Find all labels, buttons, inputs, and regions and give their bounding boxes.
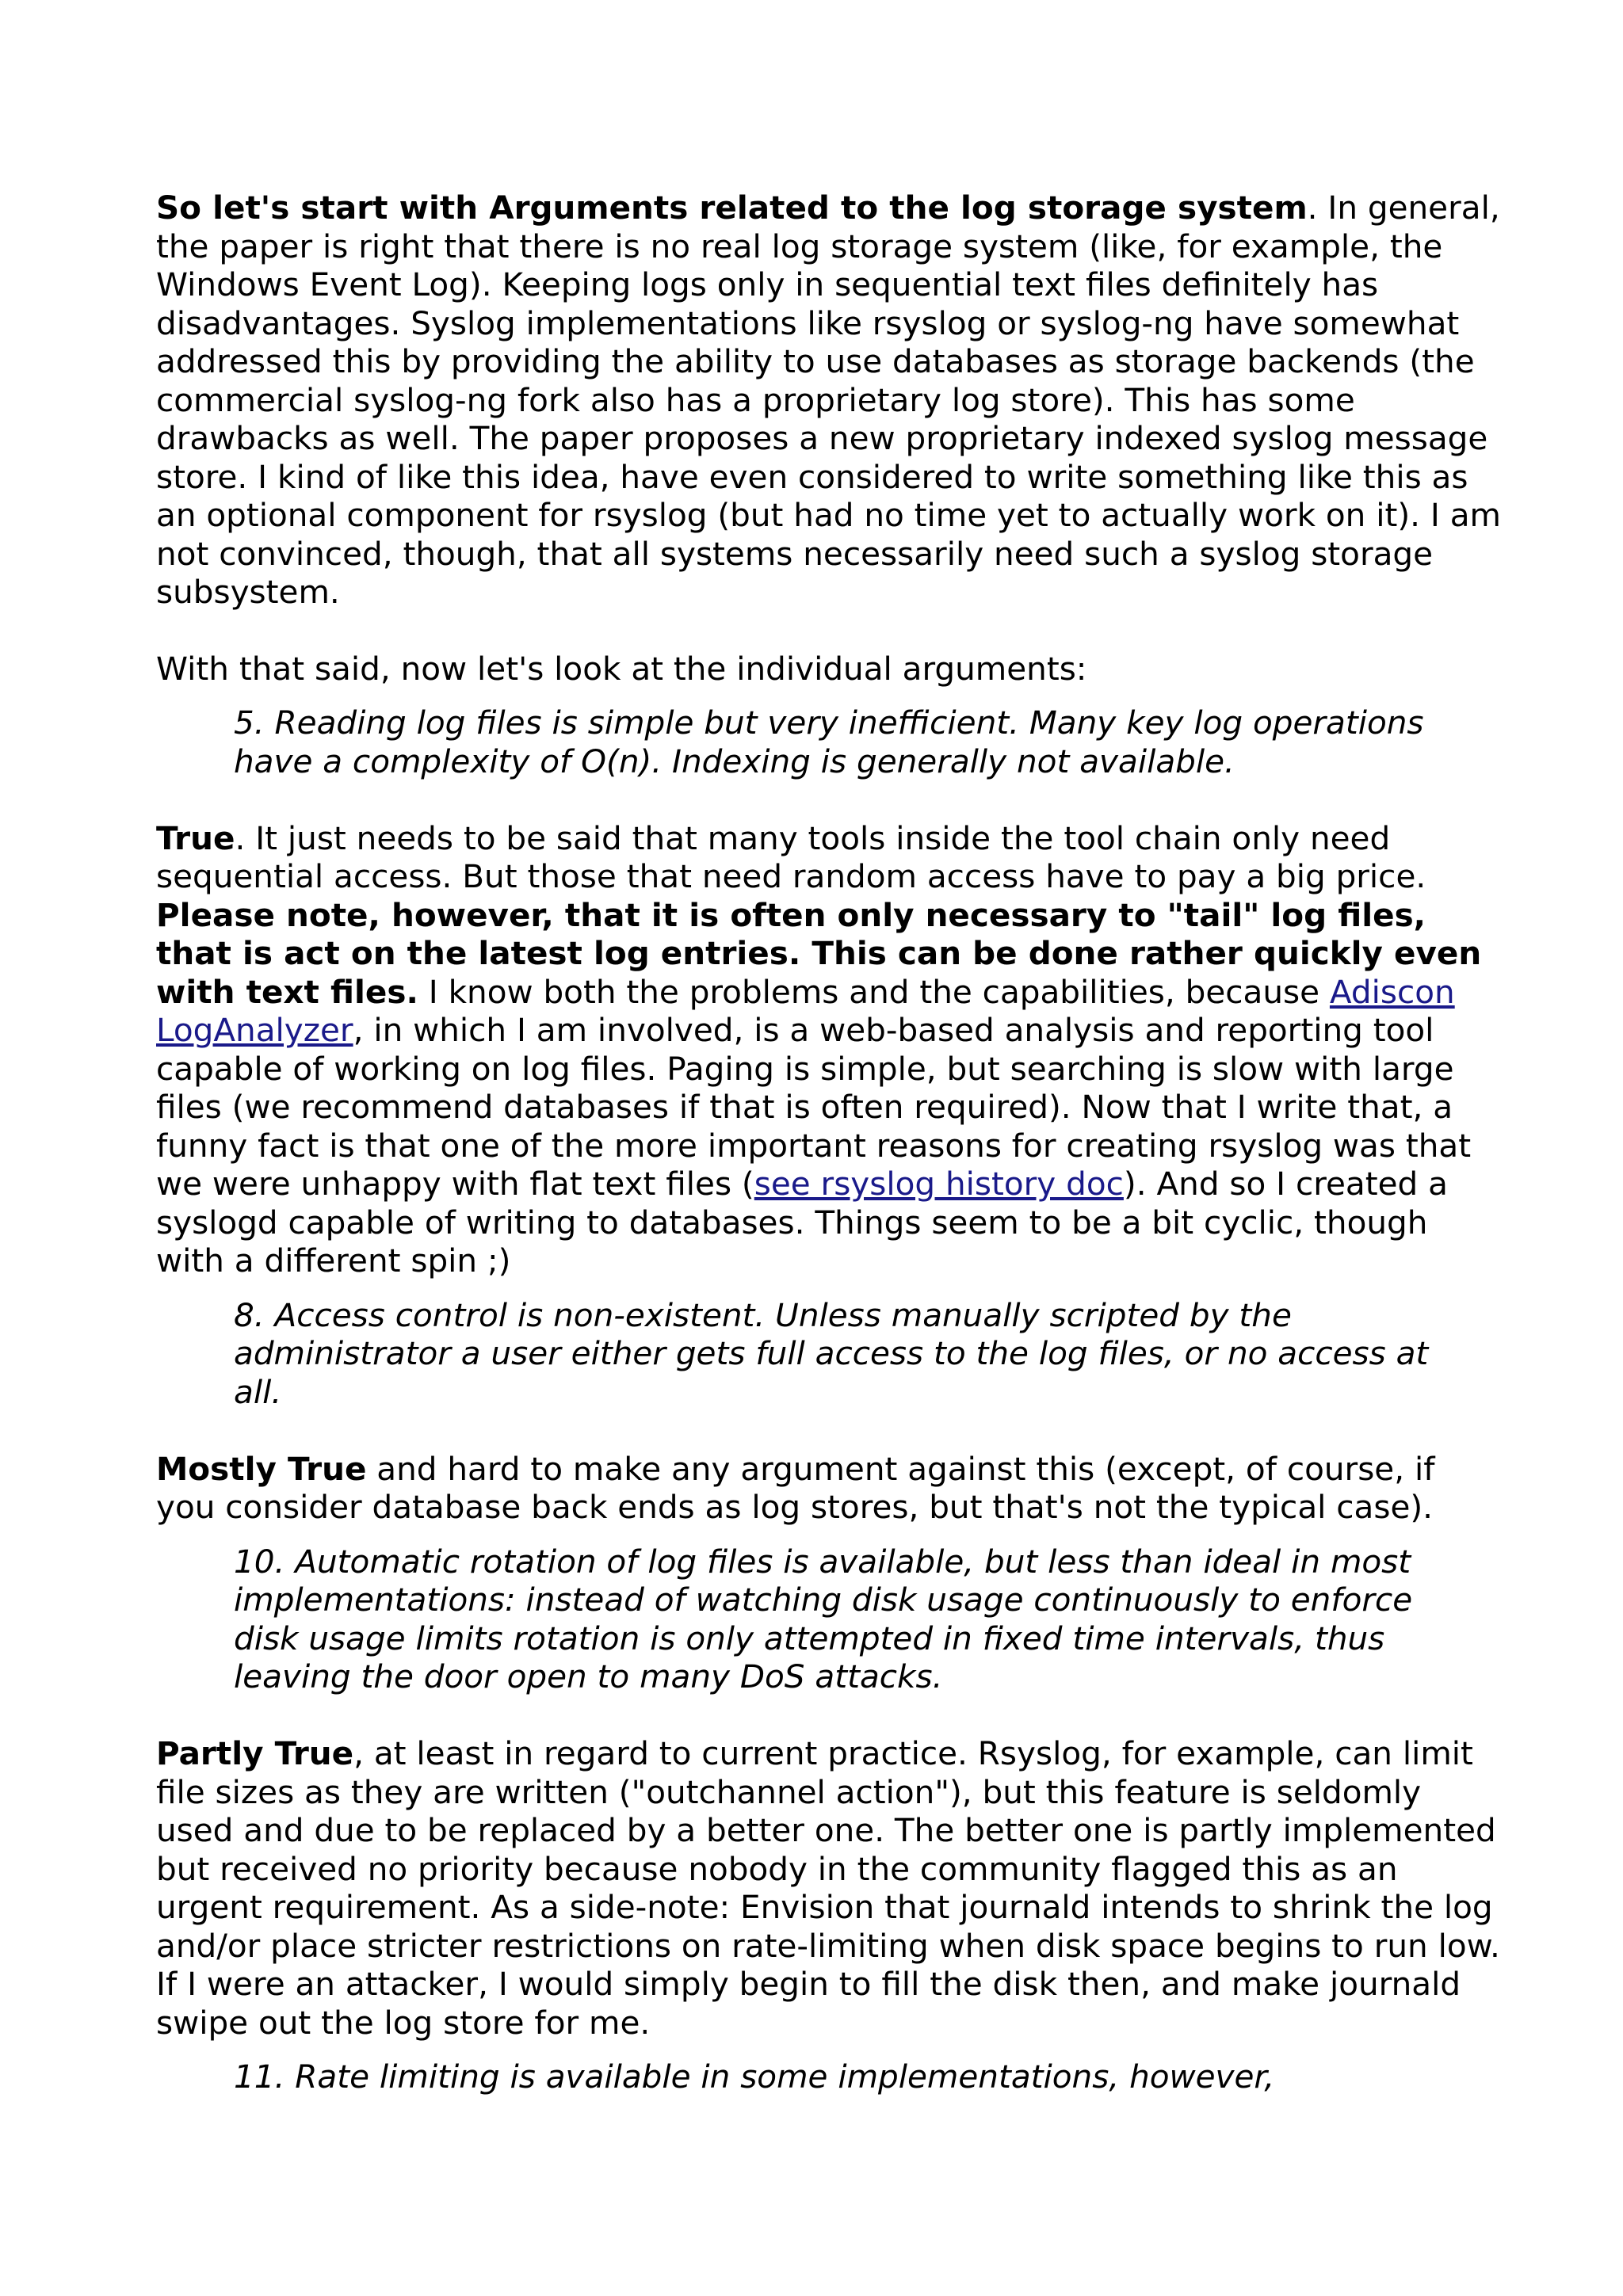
paragraph-text: With that said, now let's look at the individual arguments: [156, 650, 1087, 688]
paragraph-response-8 [156, 1450, 1503, 1527]
quote-argument-10: 10. Automatic rotation of log files is available, but less than ideal in most implementations: instead of watching disk usage continuously to enforce disk usage limits rotation is only attempted in fixed time intervals, thus leaving the door open to many DoS attacks. [234, 1542, 1413, 1695]
paragraph-log-storage [156, 189, 1503, 612]
paragraph-text: ). And so I created a syslogd capable of writing to databases. Things seem to be a bit cyclic, though with a different spin ;) [156, 1165, 1448, 1280]
paragraph-response-5 [156, 819, 1503, 1280]
paragraph-text: and hard to make any argument against this (except, of course, if you consider database back ends as log stores, but that's not the typical case). [156, 1449, 1435, 1526]
quote-argument-5: 5. Reading log files is simple but very inefficient. Many key log operations have a complexity of O(n). Indexing is generally not available. [234, 704, 1424, 780]
bold-heading-log-storage: So let's start with Arguments related to the log storage system [156, 189, 1308, 227]
quote-argument-8: 8. Access control is non-existent. Unless manually scripted by the administrator a user either gets full access to the log files, or no access at all. [234, 1295, 1429, 1411]
bold-note-tail: Please note, however, that it is often only necessary to "tail" log files, that is act on the latest log entries. This can be done rather quickly even with text files. [156, 895, 1482, 1011]
link-rsyslog-history-doc[interactable]: see rsyslog history doc [754, 1165, 1124, 1203]
document-body [156, 189, 1503, 2096]
paragraph-response-10 [156, 1734, 1503, 2042]
paragraph-text: , at least in regard to current practice. Rsyslog, for example, can limit file sizes as they are written ("outchannel action"), but this feature is seldomly used and due to be replaced by a better one. The better one is partly implemented but received no priority because nobody in the community flagged this as an urgent requirement. As a side-note: Envision that journald intends to shrink the log and/or place stricter restrictions on rate-limiting when disk space begins to run low. If I were an attacker, I would simply begin to fill the disk then, and make journald swipe out the log store for me. [156, 1734, 1500, 2042]
quote-argument-11: 11. Rate limiting is available in some implementations, however, [234, 2058, 1275, 2096]
bold-verdict-mostly-true: Mostly True [156, 1449, 367, 1488]
link-adiscon-loganalyzer[interactable]: Adiscon LogAnalyzer [156, 972, 1455, 1049]
paragraph-intro-arguments [156, 650, 1503, 688]
bold-verdict-true: True [156, 818, 235, 857]
bold-verdict-partly-true: Partly True [156, 1734, 354, 1772]
paragraph-text: I know both the problems and the capabilities, because [418, 972, 1330, 1011]
paragraph-text: . In general, the paper is right that there is no real log storage system (like, for example, the Windows Event Log). Keeping logs only in sequential text files definitely has disadvantages. Syslog implementations like rsyslog or syslog-ng have somewhat addressed this by providing the ability to use databases as storage backends (the commercial syslog-ng fork also has a proprietary log store). This has some drawbacks as well. The paper proposes a new proprietary indexed syslog message store. I kind of like this idea, have even considered to write something like this as an optional component for rsyslog (but had no time yet to actually work on it). I am not convinced, though, that all systems necessarily need such a syslog storage subsystem. [156, 189, 1501, 611]
paragraph-text: . It just needs to be said that many tools inside the tool chain only need sequential access. But those that need random access have to pay a big price. [156, 818, 1426, 895]
paragraph-text: , in which I am involved, is a web-based analysis and reporting tool capable of working on log files. Paging is simple, but searching is slow with large files (we recommend databases if that is often required). Now that I write that, a funny fact is that one of the more important reasons for creating rsyslog was that we were unhappy with flat text files ( [156, 1011, 1472, 1203]
